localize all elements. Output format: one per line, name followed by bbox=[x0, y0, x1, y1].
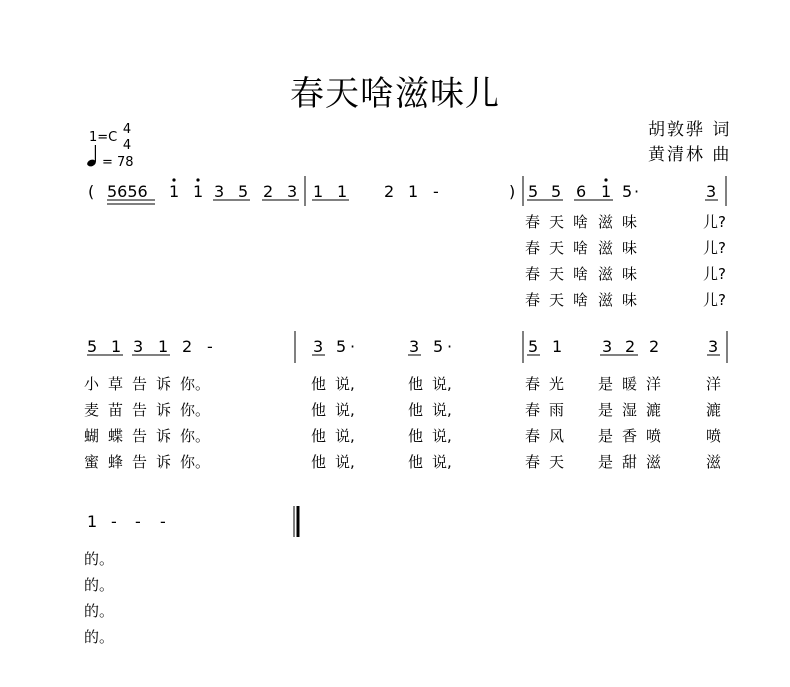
lyric-char: 春 bbox=[525, 427, 541, 445]
note: 3 bbox=[602, 337, 613, 356]
lyric-char: 湿 bbox=[622, 401, 638, 419]
note: 5 bbox=[551, 182, 562, 201]
lyric-char: 儿? bbox=[703, 213, 726, 231]
lyric-char: 味 bbox=[622, 213, 638, 231]
lyric-char: 是 bbox=[598, 453, 614, 471]
lyric-char: 说, bbox=[335, 375, 355, 393]
lyric-char: 他 bbox=[311, 427, 327, 445]
lyric-char: 漉 bbox=[646, 401, 662, 419]
lyric-char: 说, bbox=[335, 453, 355, 471]
lyric-char: 小 bbox=[84, 375, 100, 393]
note: 2 bbox=[384, 182, 395, 201]
lyric-char: 天 bbox=[549, 453, 565, 471]
song-title: 春天啥滋味儿 bbox=[290, 74, 500, 114]
note: 6 bbox=[576, 182, 587, 201]
sustain-dash: - bbox=[207, 337, 213, 356]
note: 2 bbox=[182, 337, 193, 356]
lyric-char: 说, bbox=[432, 453, 452, 471]
lyric-char: 诉 bbox=[156, 401, 172, 419]
lyric-char: 啥 bbox=[573, 239, 589, 257]
lyric-char: 春 bbox=[525, 453, 541, 471]
note: 3 bbox=[313, 337, 324, 356]
lyric-char: 滋 bbox=[706, 453, 722, 471]
note: 3 bbox=[706, 182, 717, 201]
lyric-char: 啥 bbox=[573, 291, 589, 309]
lyricist-credit: 胡敦骅 词 bbox=[648, 120, 732, 140]
lyric-char: 你。 bbox=[180, 453, 211, 471]
key-signature: 1=C bbox=[89, 130, 118, 145]
lyric-char: 天 bbox=[549, 265, 565, 283]
lyric-char: 喷 bbox=[646, 427, 662, 445]
lyric-char: 春 bbox=[525, 375, 541, 393]
lyric-char: 漉 bbox=[706, 401, 722, 419]
lyric-char: 味 bbox=[622, 291, 638, 309]
lyric-char: 蝶 bbox=[108, 427, 124, 445]
note: 3 bbox=[133, 337, 144, 356]
note: 1 bbox=[111, 337, 122, 356]
sustain-dash: - bbox=[111, 512, 117, 531]
lyric-char: 天 bbox=[549, 291, 565, 309]
lyric-char: 说, bbox=[335, 427, 355, 445]
note: 2 bbox=[263, 182, 274, 201]
lyric-char: 喷 bbox=[706, 427, 722, 445]
lyric-char: 他 bbox=[408, 453, 424, 471]
lyric-char: 你。 bbox=[180, 427, 211, 445]
note: 1 bbox=[158, 337, 169, 356]
note: 2 bbox=[649, 337, 660, 356]
lyric-char: 雨 bbox=[549, 401, 565, 419]
lyric-char: 风 bbox=[549, 427, 565, 445]
lyric-char: 的。 bbox=[84, 602, 115, 620]
lyric-char: 春 bbox=[525, 265, 541, 283]
sustain-dash: - bbox=[433, 182, 439, 201]
lyric-char: 他 bbox=[311, 375, 327, 393]
lyric-char: 滋 bbox=[598, 291, 614, 309]
lyric-char: 春 bbox=[525, 239, 541, 257]
lyric-char: 滋 bbox=[598, 239, 614, 257]
lyric-char: 草 bbox=[108, 375, 124, 393]
lyric-char: 天 bbox=[549, 213, 565, 231]
note: 3 bbox=[287, 182, 298, 201]
repeat-close-paren: ) bbox=[509, 182, 516, 201]
lyric-char: 味 bbox=[622, 265, 638, 283]
repeat-open-paren: ( bbox=[88, 182, 95, 201]
lyric-char: 说, bbox=[335, 401, 355, 419]
lyric-char: 蝴 bbox=[84, 427, 100, 445]
note: 1 bbox=[87, 512, 98, 531]
lyric-char: 说, bbox=[432, 375, 452, 393]
lyric-char: 儿? bbox=[703, 291, 726, 309]
note: 3 bbox=[409, 337, 420, 356]
lyric-char: 诉 bbox=[156, 375, 172, 393]
lyric-char: 的。 bbox=[84, 576, 115, 594]
lyric-char: 儿? bbox=[703, 265, 726, 283]
lyric-char: 你。 bbox=[180, 401, 211, 419]
sustain-dash: - bbox=[160, 512, 166, 531]
note: 1 bbox=[601, 182, 612, 201]
note: 5 bbox=[238, 182, 249, 201]
lyric-char: 滋 bbox=[646, 453, 662, 471]
note: 1 bbox=[552, 337, 563, 356]
lyric-char: 说, bbox=[432, 427, 452, 445]
lyric-char: 告 bbox=[132, 375, 148, 393]
lyric-char: 春 bbox=[525, 213, 541, 231]
note: 1 bbox=[313, 182, 324, 201]
lyric-char: 是 bbox=[598, 401, 614, 419]
note: 5 bbox=[622, 182, 633, 201]
lyric-char: 是 bbox=[598, 375, 614, 393]
lyric-char: 告 bbox=[132, 427, 148, 445]
lyric-char: 他 bbox=[311, 401, 327, 419]
note-group: 5656 bbox=[107, 182, 148, 201]
note: 1 bbox=[408, 182, 419, 201]
lyric-char: 麦 bbox=[84, 401, 100, 419]
lyric-char: 滋 bbox=[598, 265, 614, 283]
lyric-char: 春 bbox=[525, 291, 541, 309]
lyric-char: 洋 bbox=[706, 375, 722, 393]
lyric-char: 苗 bbox=[108, 401, 124, 419]
lyric-char: 诉 bbox=[156, 453, 172, 471]
note: 5 bbox=[433, 337, 444, 356]
lyric-char: 暖 bbox=[622, 375, 638, 393]
note: 5 bbox=[528, 337, 539, 356]
note: 1 bbox=[169, 182, 180, 201]
lyric-char: 的。 bbox=[84, 628, 115, 646]
lyric-char: 他 bbox=[408, 427, 424, 445]
lyric-char: 诉 bbox=[156, 427, 172, 445]
lyric-char: 天 bbox=[549, 239, 565, 257]
note: 5 bbox=[528, 182, 539, 201]
note: 5 bbox=[87, 337, 98, 356]
bar-lines bbox=[294, 176, 727, 537]
lyric-char: 儿? bbox=[703, 239, 726, 257]
lyric-char: 春 bbox=[525, 401, 541, 419]
tempo-marking: = 78 bbox=[102, 155, 134, 170]
lyric-char: 洋 bbox=[646, 375, 662, 393]
lyric-char: 你。 bbox=[180, 375, 211, 393]
note: 3 bbox=[708, 337, 719, 356]
lyric-char: 滋 bbox=[598, 213, 614, 231]
composer-credit: 黄清林 曲 bbox=[648, 145, 732, 165]
note: 1 bbox=[337, 182, 348, 201]
note: 3 bbox=[214, 182, 225, 201]
lyric-char: 告 bbox=[132, 453, 148, 471]
lyric-char: 光 bbox=[549, 375, 565, 393]
lyric-char: 啥 bbox=[573, 213, 589, 231]
lyric-char: 蜂 bbox=[108, 453, 124, 471]
lyric-char: 是 bbox=[598, 427, 614, 445]
lyric-char: 他 bbox=[311, 453, 327, 471]
sustain-dash: - bbox=[135, 512, 141, 531]
lyric-char: 啥 bbox=[573, 265, 589, 283]
time-signature-bottom: 4 bbox=[122, 138, 132, 153]
lyric-char: 的。 bbox=[84, 550, 115, 568]
lyric-char: 蜜 bbox=[84, 453, 100, 471]
lyric-char: 味 bbox=[622, 239, 638, 257]
note: 5 bbox=[336, 337, 347, 356]
lyric-char: 说, bbox=[432, 401, 452, 419]
dotted-note-dot: · bbox=[634, 182, 640, 201]
lyric-char: 香 bbox=[622, 427, 638, 445]
note: 2 bbox=[625, 337, 636, 356]
time-signature-top: 4 bbox=[122, 122, 132, 137]
note: 1 bbox=[193, 182, 204, 201]
lyric-char: 告 bbox=[132, 401, 148, 419]
lyric-char: 他 bbox=[408, 375, 424, 393]
lyric-char: 他 bbox=[408, 401, 424, 419]
dotted-note-dot: · bbox=[350, 337, 356, 356]
dotted-note-dot: · bbox=[447, 337, 453, 356]
lyric-char: 甜 bbox=[622, 453, 638, 471]
